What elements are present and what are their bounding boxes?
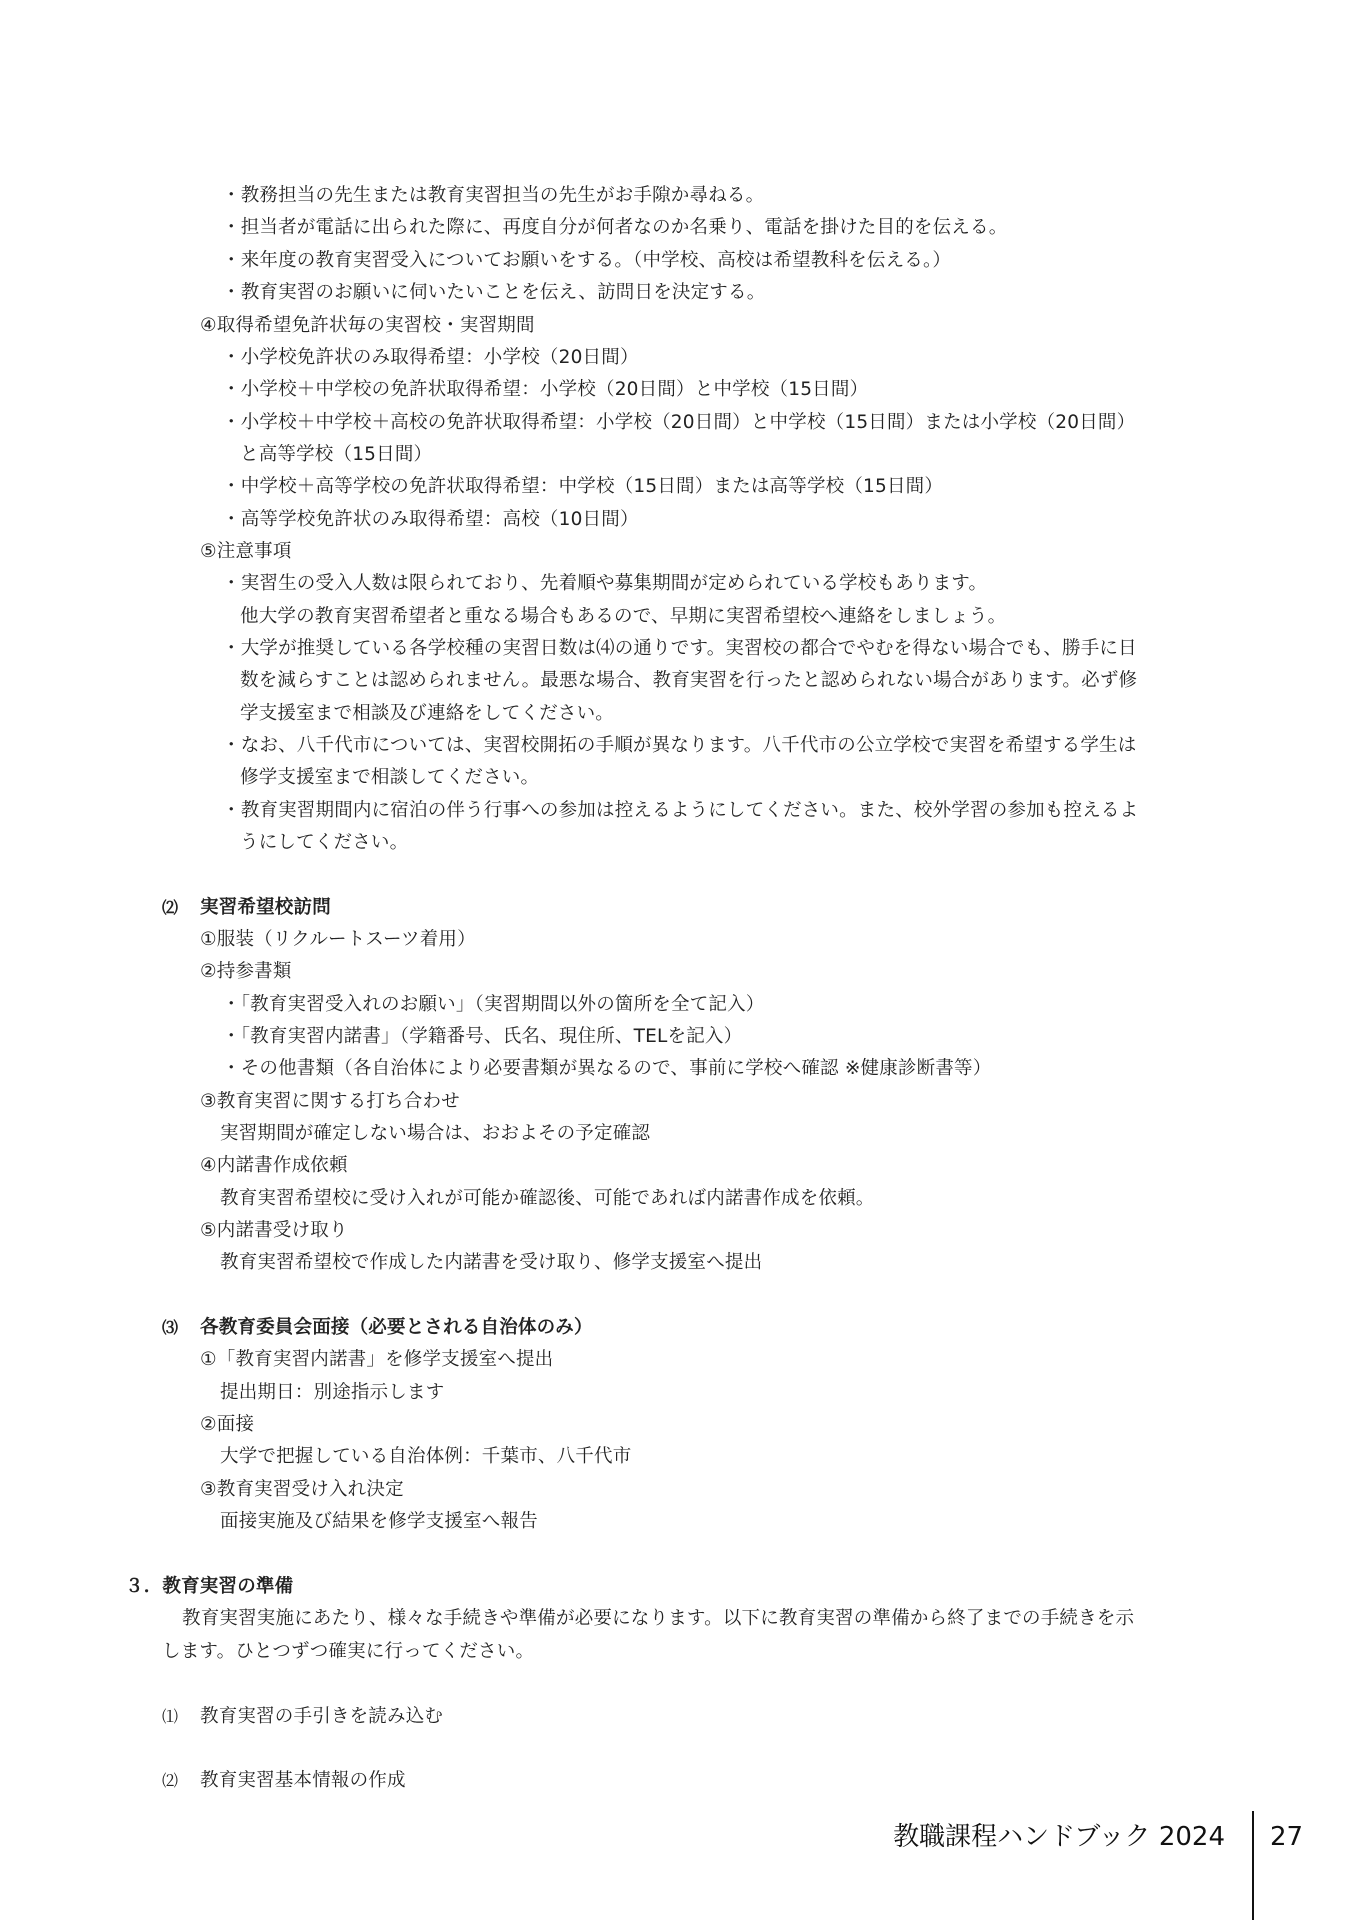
- subsection-heading: 教育実習の手引きを読み込む: [200, 1706, 444, 1727]
- note-text: うにしてください。: [240, 832, 409, 853]
- item-detail: 提出期日：別途指示します: [220, 1382, 445, 1403]
- paragraph-line: します。ひとつずつ確実に行ってください。: [162, 1641, 535, 1662]
- item-heading: ⑤注意事項: [200, 541, 292, 562]
- subsection-number: ⑴: [162, 1707, 179, 1726]
- item-text: ②面接: [200, 1414, 255, 1435]
- item-text: ②持参書類: [200, 961, 292, 982]
- paragraph-line: 教育実習実施にあたり、様々な手続きや準備が必要になります。以下に教育実習の準備から終了までの手続きを示: [182, 1608, 1135, 1629]
- section-heading: 各教育委員会面接（必要とされる自治体のみ）: [200, 1317, 593, 1338]
- part-heading: ３．教育実習の準備: [125, 1576, 294, 1597]
- subsection-heading: 教育実習基本情報の作成: [200, 1770, 406, 1791]
- item-text: ⑤内諾書受け取り: [200, 1220, 348, 1241]
- item-detail: 面接実施及び結果を修学支援室へ報告: [220, 1511, 538, 1532]
- bullet-text: ・「教育実習受入れのお願い」（実習期間以外の箇所を全て記入）: [222, 994, 765, 1015]
- note-text: 他大学の教育実習希望者と重なる場合もあるので、早期に実習希望校へ連絡をしましょう。: [240, 606, 1007, 627]
- item-detail: 大学で把握している自治体例：千葉市、八千代市: [220, 1446, 632, 1467]
- item-detail: 教育実習希望校で作成した内諾書を受け取り、修学支援室へ提出: [220, 1252, 763, 1273]
- item-detail: 教育実習希望校に受け入れが可能か確認後、可能であれば内諾書作成を依頼。: [220, 1188, 875, 1209]
- bullet-text: ・小学校＋中学校＋高校の免許状取得希望：小学校（20日間）と中学校（15日間）または小学校（20日間）: [222, 412, 1136, 433]
- bullet-text: ・教育実習のお願いに伺いたいことを伝え、訪問日を決定する。: [222, 282, 766, 303]
- note-text: 数を減らすことは認められません。最悪な場合、教育実習を行ったと認められない場合があります。必ず修: [240, 670, 1138, 691]
- page-footer: [893, 1811, 1340, 1871]
- bullet-text: ・小学校＋中学校の免許状取得希望：小学校（20日間）と中学校（15日間）: [222, 379, 869, 400]
- item-text: ③教育実習に関する打ち合わせ: [200, 1091, 460, 1112]
- section-number: ⑶: [162, 1318, 179, 1337]
- handbook-title: 教職課程ハンドブック 2024: [893, 1822, 1225, 1852]
- item-text: ①服装（リクルートスーツ着用）: [200, 929, 476, 950]
- note-text: 修学支援室まで相談してください。: [240, 767, 540, 788]
- item-text: ④内諾書作成依頼: [200, 1155, 348, 1176]
- bullet-text: ・その他書類（各自治体により必要書類が異なるので、事前に学校へ確認 ※健康診断書等）: [222, 1058, 992, 1079]
- bullet-text: ・小学校免許状のみ取得希望：小学校（20日間）: [222, 347, 639, 368]
- bullet-text: ・来年度の教育実習受入についてお願いをする。（中学校、高校は希望教科を伝える。）: [222, 250, 952, 271]
- note-text: ・実習生の受入人数は限られており、先着順や募集期間が定められている学校もあります。: [222, 573, 988, 594]
- item-heading: ④取得希望免許状毎の実習校・実習期間: [200, 315, 535, 336]
- bullet-text: ・担当者が電話に出られた際に、再度自分が何者なのか名乗り、電話を掛けた目的を伝える。: [222, 217, 1008, 238]
- item-detail: 実習期間が確定しない場合は、おおよその予定確認: [220, 1123, 651, 1144]
- section-heading: 実習希望校訪問: [200, 897, 331, 918]
- note-text: ・教育実習期間内に宿泊の伴う行事への参加は控えるようにしてください。また、校外学習の参加も控えるよ: [222, 800, 1139, 821]
- bullet-text: ・高等学校免許状のみ取得希望：高校（10日間）: [222, 509, 639, 530]
- bullet-text: ・中学校＋高等学校の免許状取得希望：中学校（15日間）または高等学校（15日間）: [222, 476, 944, 497]
- note-text: ・大学が推奨している各学校種の実習日数は⑷の通りです。実習校の都合でやむを得ない場合でも、勝手に日: [222, 638, 1137, 659]
- note-text: ・なお、八千代市については、実習校開拓の手順が異なります。八千代市の公立学校で実習を希望する学生は: [222, 735, 1137, 756]
- section-number: ⑵: [162, 898, 179, 917]
- footer-divider: [1252, 1811, 1254, 1920]
- item-text: ③教育実習受け入れ決定: [200, 1479, 404, 1500]
- bullet-text: と高等学校（15日間）: [240, 444, 433, 465]
- page-number: 27: [1270, 1822, 1304, 1852]
- note-text: 学支援室まで相談及び連絡をしてください。: [240, 703, 615, 724]
- bullet-text: ・「教育実習内諾書」（学籍番号、氏名、現住所、TELを記入）: [222, 1026, 743, 1047]
- item-text: ①「教育実習内諾書」を修学支援室へ提出: [200, 1349, 554, 1370]
- subsection-number: ⑵: [162, 1771, 179, 1790]
- bullet-text: ・教務担当の先生または教育実習担当の先生がお手隙か尋ねる。: [222, 185, 765, 206]
